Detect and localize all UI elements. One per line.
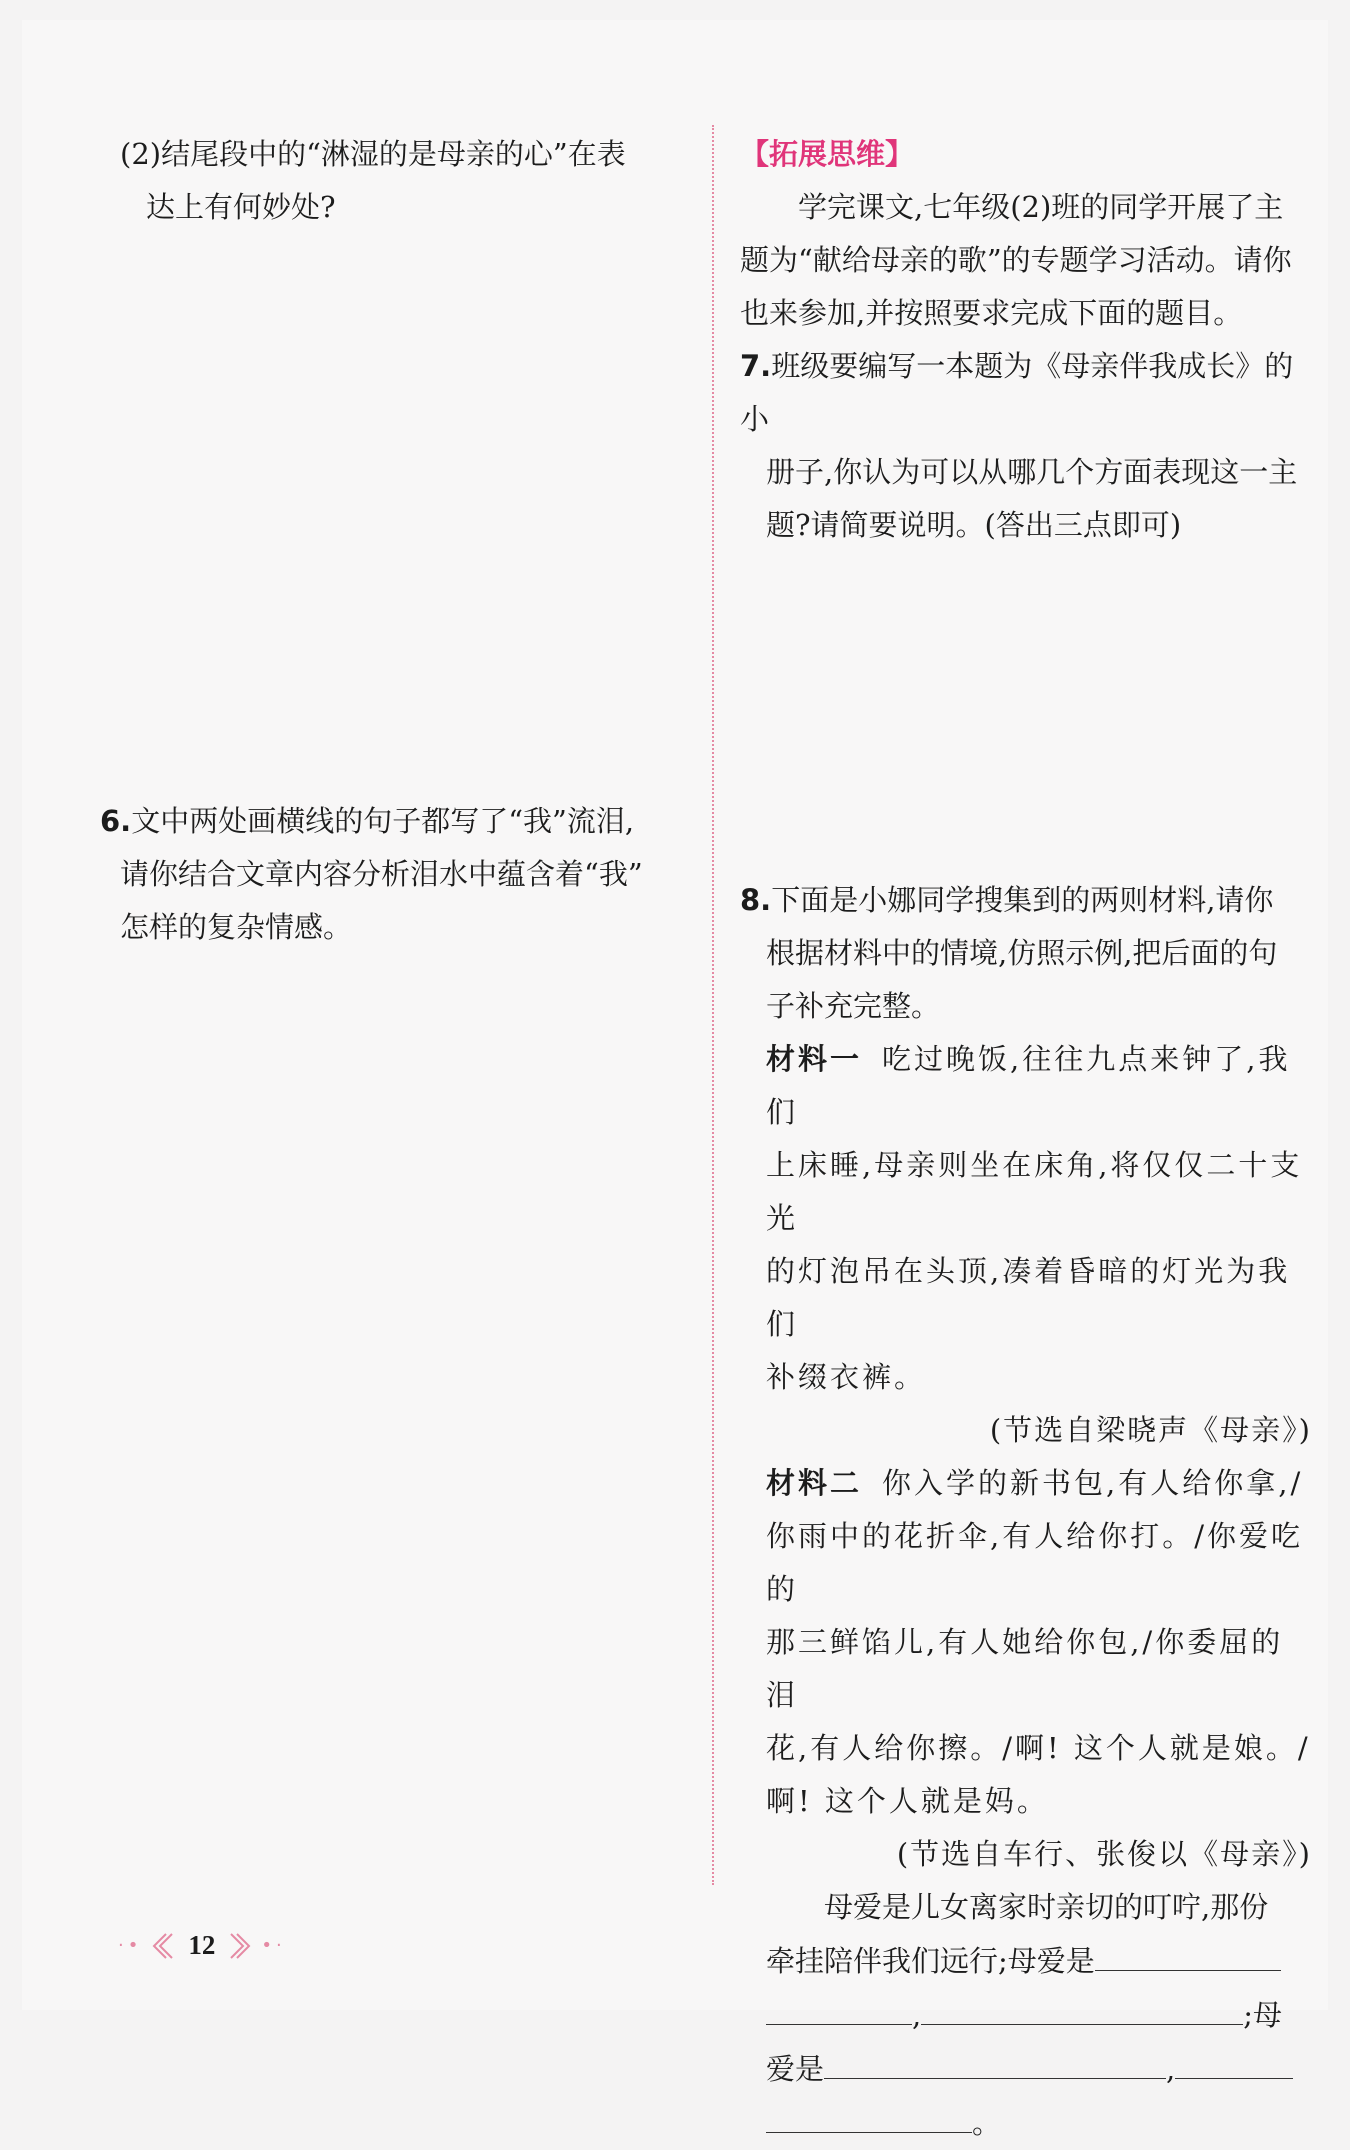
question-text: 请你结合文章内容分析泪水中蕴含着“我” (120, 857, 643, 891)
answer-blank-1[interactable] (1095, 1934, 1281, 1971)
question-text: (2)结尾段中的“淋湿的是母亲的心”在表 (120, 137, 626, 171)
answer-blank-1-cont[interactable] (766, 1988, 912, 2025)
material-text: 吃过晚饭,往往九点来钟了,我们 (766, 1042, 1291, 1129)
question-number: 8. (740, 883, 772, 917)
material-2 (740, 1457, 1312, 1881)
question-7 (740, 340, 1312, 552)
material-text: 上床睡,母亲则坐在床角,将仅仅二十支光 (766, 1148, 1303, 1235)
material-1 (740, 1033, 1312, 1457)
fill-prompt-text: 爱是 (766, 2052, 825, 2086)
question-number: 7. (740, 349, 772, 383)
answer-blank-2[interactable] (921, 1988, 1243, 2025)
question-text: 根据材料中的情境,仿照示例,把后面的句 (766, 936, 1278, 970)
right-column (740, 128, 1312, 2140)
answer-blank-4-cont[interactable] (766, 2096, 972, 2133)
fill-prompt-text: 母爱是儿女离家时亲切的叮咛,那份 (824, 1890, 1269, 1924)
fill-prompt-text: ;母 (1243, 1998, 1282, 2032)
material-text: 那三鲜馅儿,有人她给你包,/你委屈的泪 (766, 1625, 1284, 1712)
fill-prompt-text: 牵挂陪伴我们远行;母爱是 (766, 1944, 1095, 1978)
decorative-dots: ·• (118, 1935, 143, 1956)
page-number-badge (118, 1930, 286, 1961)
material-source: (节选自车行、张俊以《母亲》) (896, 1837, 1312, 1871)
intro-text: 学完课文,七年级(2)班的同学开展了主 (798, 190, 1284, 224)
material-label: 材料一 (766, 1042, 863, 1076)
chevron-right-icon (229, 1931, 255, 1961)
question-5-2 (120, 128, 690, 234)
question-text: 下面是小娜同学搜集到的两则材料,请你 (771, 883, 1274, 917)
question-text: 子补充完整。 (766, 989, 941, 1023)
question-text: 册子,你认为可以从哪几个方面表现这一主 (766, 455, 1298, 489)
column-divider (712, 125, 714, 1885)
left-column (100, 128, 690, 944)
section-tag-expand-thinking: 【拓展思维】 (740, 137, 915, 171)
question-8 (740, 874, 1312, 2150)
question-text: 班级要编写一本题为《母亲伴我成长》的小 (740, 349, 1294, 436)
period-text: 。 (972, 2106, 1002, 2140)
question-text: 题?请简要说明。(答出三点即可) (766, 508, 1182, 542)
question-text: 文中两处画横线的句子都写了“我”流泪, (131, 804, 635, 838)
chevron-left-icon (148, 1931, 174, 1961)
material-text: 你入学的新书包,有人给你拿,/ (882, 1466, 1304, 1500)
page-number: 12 (188, 1930, 216, 1960)
answer-blank-4[interactable] (1175, 2042, 1293, 2079)
question-6 (100, 795, 700, 954)
material-text: 补缀衣裤。 (766, 1360, 927, 1394)
question-number: 6. (100, 804, 132, 838)
material-text: 花,有人给你擦。/啊! 这个人就是娘。/ (766, 1731, 1311, 1765)
intro-text: 也来参加,并按照要求完成下面的题目。 (740, 296, 1243, 330)
question-text: 达上有何妙处? (146, 190, 336, 224)
comma-text: , (912, 1998, 922, 2032)
material-text: 的灯泡吊在头顶,凑着昏暗的灯光为我们 (766, 1254, 1291, 1341)
answer-blank-3[interactable] (824, 2042, 1166, 2079)
material-label: 材料二 (766, 1466, 863, 1500)
material-source: (节选自梁晓声《母亲》) (989, 1413, 1312, 1447)
worksheet-page (22, 20, 1328, 2140)
material-text: 你雨中的花折伞,有人给你打。/你爱吃的 (766, 1519, 1303, 1606)
intro-text: 题为“献给母亲的歌”的专题学习活动。请你 (740, 243, 1292, 277)
question-text: 怎样的复杂情感。 (120, 910, 353, 944)
decorative-dots: •· (261, 1935, 286, 1956)
comma-text: , (1166, 2052, 1176, 2086)
material-text: 啊! 这个人就是妈。 (766, 1784, 1049, 1818)
fill-in-answer (740, 1881, 1312, 2150)
